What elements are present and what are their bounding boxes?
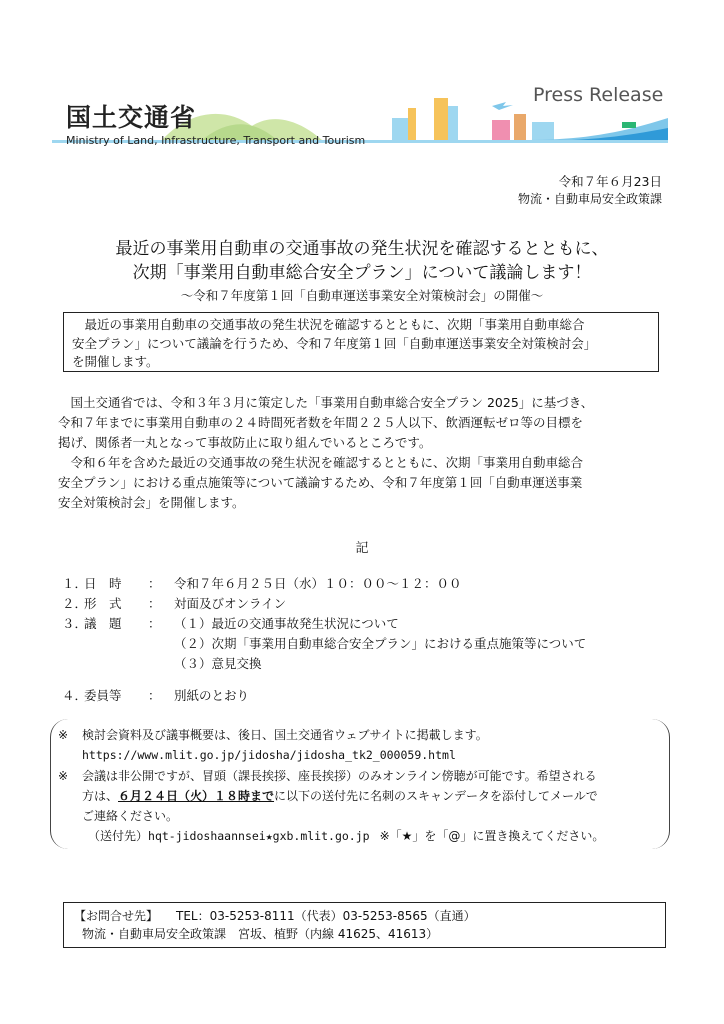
contact-box [63, 902, 666, 948]
note-mark: ※ [58, 728, 69, 742]
item-colon: ： [148, 616, 161, 631]
summary-line: 安全プラン」について議論を行うため、令和７年度第１回「自動車運送事業安全対策検討会」 [72, 335, 597, 351]
item-colon: ： [148, 596, 161, 611]
contact-tel: TEL：03-5253-8111（代表）03-5253-8565（直通） [176, 909, 476, 923]
body-line: 掲げ、関係者一丸となって事故防止に取り組んでいるところです。 [58, 435, 432, 450]
contact-line-1 [74, 907, 665, 925]
application-deadline: ６月２４日（火）１８時まで [118, 789, 275, 803]
body-line: 令和７年までに事業用自動車の２４時間死者数を年間２２５人以下、飲酒運転ゼロ等の目標を [58, 415, 584, 430]
note-2-suffix: に以下の送付先に名刺のスキャンデータを添付してメールで [274, 789, 598, 803]
contact-person: 物流・自動車局安全政策課 宮坂、植野（内線 41625、41613） [82, 927, 439, 941]
item-number: ４． [62, 688, 88, 703]
item-label: 議 題 [84, 616, 122, 631]
org-name-en: Ministry of Land, Infrastructure, Transport and Tourism [66, 134, 366, 147]
item-label: 委員等 [84, 688, 122, 703]
title-line-2: 次期「事業用自動車総合安全プラン」について議論します！ [132, 263, 592, 283]
send-to-label: （送付先） [88, 829, 149, 843]
item-value: 対面及びオンライン [174, 596, 287, 611]
summary-line: を開催します。 [72, 354, 159, 369]
agenda-item: （１）最近の交通事故発生状況について [174, 616, 399, 631]
item-colon: ： [148, 576, 161, 591]
item-colon: ： [148, 688, 161, 703]
materials-url[interactable]: https://www.mlit.go.jp/jidosha/jidosha_tk2_000059.html [82, 748, 456, 762]
title-line-1: 最近の事業用自動車の交通事故の発生状況を確認するとともに、 [115, 239, 609, 259]
body-line: 安全プラン」における重点施策等について議論するため、令和７年度第１回「自動車運送事業 [58, 475, 583, 490]
contact-label: 【お問合せ先】 [74, 909, 159, 923]
note-2-line-1: 会議は非公開ですが、冒頭（課長挨拶、座長挨拶）のみオンライン傍聴が可能です。希望される [82, 769, 597, 783]
item-value: 別紙のとおり [174, 688, 250, 703]
body-line: 安全対策検討会」を開催します。 [58, 495, 245, 510]
item-number: ２． [62, 596, 88, 611]
body-text [58, 393, 668, 513]
note-2-line-2 [82, 786, 598, 806]
release-date: 令和７年６月23日 [558, 174, 662, 189]
send-to-email[interactable]: hqt-jidoshaannsei★gxb.mlit.go.jp [148, 829, 370, 843]
note-1-text: 検討会資料及び議事概要は、後日、国土交通省ウェブサイトに掲載します。 [82, 728, 488, 742]
note-2-line-3: ご連絡ください。 [82, 809, 179, 823]
summary-line: 最近の事業用自動車の交通事故の発生状況を確認するとともに、次期「事業用自動車総合 [72, 317, 585, 332]
press-release-label: Press Release [533, 84, 664, 106]
summary-box [63, 312, 659, 372]
note-mark: ※ [58, 769, 69, 783]
body-line: 令和６年を含めた最近の交通事故の発生状況を確認するとともに、次期「事業用自動車総合 [58, 455, 584, 470]
item-value: 令和７年６月２５日（水）１０：００～１２：００ [174, 576, 462, 591]
agenda-item: （２）次期「事業用自動車総合安全プラン」における重点施策等について [174, 636, 587, 651]
send-to-line [88, 826, 604, 846]
body-line: 国土交通省では、令和３年３月に策定した「事業用自動車総合安全プラン 2025」に基づき、 [58, 395, 594, 410]
item-label: 形 式 [84, 596, 122, 611]
ki-heading: 記 [355, 541, 369, 556]
agenda-item: （３）意見交換 [174, 656, 262, 671]
issuing-department: 物流・自動車局安全政策課 [517, 192, 662, 206]
item-label: 日 時 [84, 576, 122, 591]
item-number: ３． [62, 616, 88, 631]
item-number: １． [62, 576, 88, 591]
org-name-jp: 国土交通省 [66, 103, 197, 132]
subtitle: ～令和７年度第１回「自動車運送事業安全対策検討会」の開催～ [180, 288, 544, 303]
note-2-prefix: 方は、 [82, 789, 119, 803]
send-to-note: ※「★」を「@」に置き換えてください。 [379, 829, 605, 843]
